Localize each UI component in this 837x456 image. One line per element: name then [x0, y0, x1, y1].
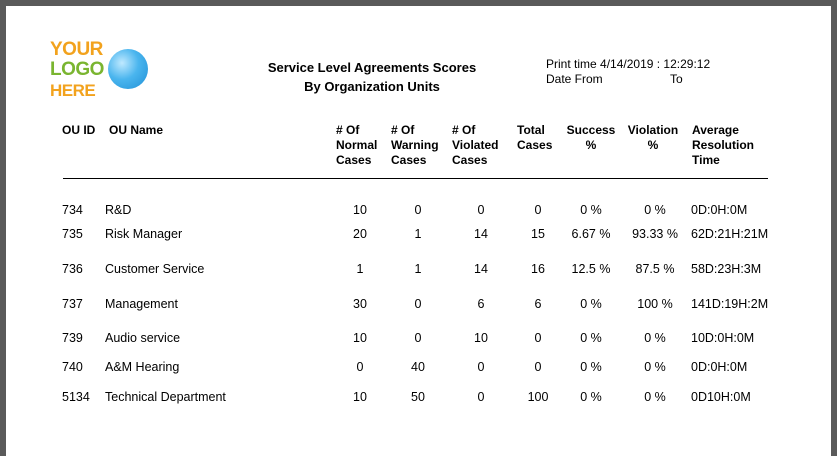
report-title-line-2: By Organization Units [304, 79, 440, 94]
col-ou-name: OU Name [109, 123, 164, 137]
cell-avg-resolution: 58D:23H:3M [691, 262, 762, 276]
cell-warning-cases: 1 [414, 227, 422, 241]
cell-violated-cases: 6 [477, 297, 485, 311]
header-divider [63, 178, 768, 179]
cell-success: 0 % [580, 390, 602, 404]
cell-violated-cases: 0 [477, 390, 485, 404]
cell-violation: 0 % [644, 390, 666, 404]
cell-violation: 0 % [644, 331, 666, 345]
cell-violated-cases: 14 [474, 262, 488, 276]
report-title-line-1: Service Level Agreements Scores [267, 60, 477, 75]
cell-warning-cases: 0 [414, 203, 422, 217]
cell-normal-cases: 10 [353, 203, 367, 217]
cell-warning-cases: 50 [411, 390, 425, 404]
logo-line-2: LOGO [50, 59, 104, 80]
col-violated-cases: # Of Violated Cases [452, 123, 499, 167]
cell-ou-name: Technical Department [105, 390, 226, 404]
cell-success: 0 % [580, 360, 602, 374]
to-label: To [670, 72, 683, 86]
company-logo [50, 37, 148, 105]
cell-warning-cases: 40 [411, 360, 425, 374]
logo-circle-icon [108, 49, 148, 89]
logo-line-1: YOUR [50, 39, 103, 60]
cell-ou-id: 739 [62, 331, 83, 345]
col-success: Success % [566, 123, 616, 152]
cell-normal-cases: 20 [353, 227, 367, 241]
col-ou-id: OU ID [62, 123, 96, 137]
cell-ou-id: 735 [62, 227, 83, 241]
cell-avg-resolution: 0D:0H:0M [691, 203, 748, 217]
cell-normal-cases: 30 [353, 297, 367, 311]
cell-warning-cases: 1 [414, 262, 422, 276]
cell-violated-cases: 0 [477, 203, 485, 217]
cell-ou-name: Management [105, 297, 178, 311]
report-title [244, 58, 500, 96]
cell-violation: 0 % [644, 203, 666, 217]
date-from-label: Date From [546, 72, 603, 86]
cell-success: 0 % [580, 331, 602, 345]
cell-ou-name: R&D [105, 203, 132, 217]
cell-ou-id: 740 [62, 360, 83, 374]
cell-warning-cases: 0 [414, 331, 422, 345]
cell-normal-cases: 10 [353, 390, 367, 404]
cell-ou-name: Audio service [105, 331, 181, 345]
cell-total-cases: 0 [534, 331, 542, 345]
col-avg-resolution: Average Resolution Time [692, 123, 754, 167]
cell-ou-id: 736 [62, 262, 83, 276]
cell-success: 12.5 % [571, 262, 611, 276]
cell-normal-cases: 10 [353, 331, 367, 345]
cell-total-cases: 100 [527, 390, 549, 404]
cell-violation: 100 % [637, 297, 673, 311]
report-page [6, 6, 831, 456]
cell-avg-resolution: 0D10H:0M [691, 390, 751, 404]
cell-total-cases: 0 [534, 360, 542, 374]
logo-line-3: HERE [50, 81, 96, 100]
col-violation: Violation % [627, 123, 679, 152]
cell-avg-resolution: 0D:0H:0M [691, 360, 748, 374]
cell-success: 6.67 % [571, 227, 611, 241]
cell-violation: 0 % [644, 360, 666, 374]
cell-success: 0 % [580, 297, 602, 311]
cell-avg-resolution: 141D:19H:2M [691, 297, 769, 311]
col-warning-cases: # Of Warning Cases [391, 123, 439, 167]
print-time-label: Print time [546, 57, 597, 71]
cell-ou-id: 737 [62, 297, 83, 311]
cell-ou-id: 5134 [62, 390, 90, 404]
print-info [546, 57, 710, 87]
cell-total-cases: 15 [531, 227, 545, 241]
cell-avg-resolution: 62D:21H:21M [691, 227, 769, 241]
cell-violated-cases: 0 [477, 360, 485, 374]
cell-avg-resolution: 10D:0H:0M [691, 331, 755, 345]
col-total-cases: Total Cases [517, 123, 553, 152]
print-time-value: 4/14/2019 : 12:29:12 [600, 57, 711, 71]
cell-success: 0 % [580, 203, 602, 217]
cell-total-cases: 0 [534, 203, 542, 217]
cell-ou-id: 734 [62, 203, 83, 217]
cell-normal-cases: 0 [356, 360, 364, 374]
cell-violation: 93.33 % [632, 227, 678, 241]
cell-warning-cases: 0 [414, 297, 422, 311]
cell-total-cases: 6 [534, 297, 542, 311]
cell-violation: 87.5 % [635, 262, 675, 276]
cell-violated-cases: 10 [474, 331, 488, 345]
cell-ou-name: A&M Hearing [105, 360, 180, 374]
cell-violated-cases: 14 [474, 227, 488, 241]
cell-total-cases: 16 [531, 262, 545, 276]
cell-ou-name: Risk Manager [105, 227, 183, 241]
col-normal-cases: # Of Normal Cases [336, 123, 378, 167]
cell-normal-cases: 1 [356, 262, 364, 276]
cell-ou-name: Customer Service [105, 262, 205, 276]
